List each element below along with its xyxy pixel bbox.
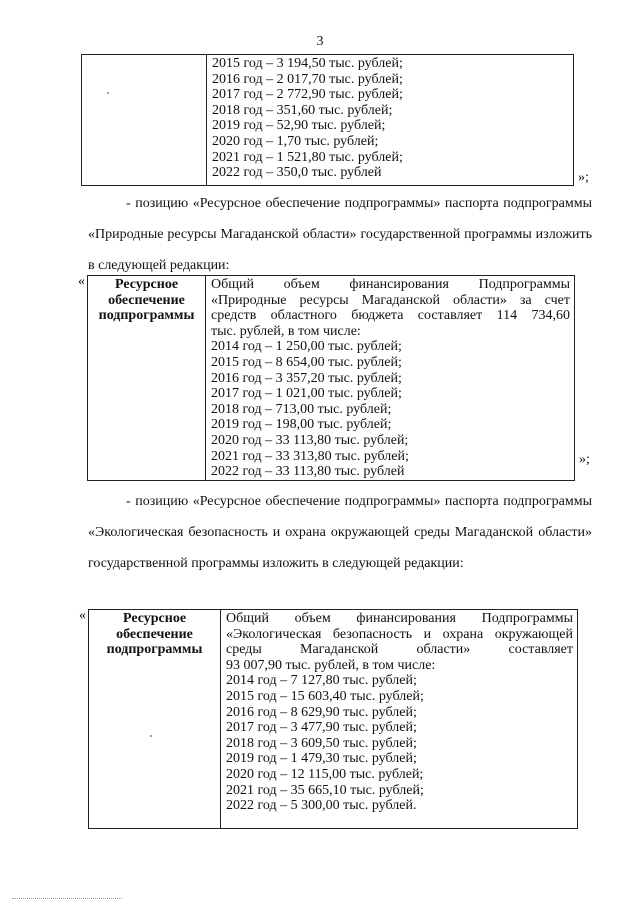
heading-cell xyxy=(88,276,206,481)
year-line: 2021 год – 35 665,10 тыс. рублей; xyxy=(226,782,424,798)
intro-line: «Экологическая безопасность и охрана окружающей xyxy=(226,626,573,642)
instruction-paragraph: - позицию «Ресурсное обеспечение подпрограммы» паспорта подпрограммы «Экологическая безопасность и охрана окружающей среды Магаданской области» государственной программы изложить в следующей редакции: xyxy=(88,494,592,571)
year-line: 2022 год – 350,0 тыс. рублей xyxy=(212,165,382,181)
year-line: 2022 год – 33 113,80 тыс. рублей xyxy=(211,464,405,480)
year-line: 2019 год – 52,90 тыс. рублей; xyxy=(212,118,386,134)
year-line: 2021 год – 1 521,80 тыс. рублей; xyxy=(212,149,403,165)
year-line: 2018 год – 3 609,50 тыс. рублей; xyxy=(226,735,417,751)
year-line: 2019 год – 198,00 тыс. рублей; xyxy=(211,417,392,433)
heading-cell xyxy=(89,610,221,829)
funding-cell xyxy=(207,55,574,186)
year-line: 2016 год – 3 357,20 тыс. рублей; xyxy=(211,370,402,386)
year-line: 2014 год – 1 250,00 тыс. рублей; xyxy=(211,339,402,355)
intro-line: 93 007,90 тыс. рублей, в том числе: xyxy=(226,657,436,673)
year-line: 2016 год – 8 629,90 тыс. рублей; xyxy=(226,704,417,720)
ecological-safety-table xyxy=(88,609,578,829)
intro-line: средств областного бюджета составляет 114 734,60 xyxy=(211,308,570,324)
closing-quote: »; xyxy=(579,452,590,467)
intro-line: среды Магаданской области» составляет xyxy=(226,642,573,658)
scan-speck xyxy=(107,92,109,94)
scan-speck xyxy=(150,735,152,737)
opening-quote: « xyxy=(78,274,85,289)
funding-cell xyxy=(206,276,575,481)
closing-quote: »; xyxy=(578,170,589,185)
instruction-paragraph: - позицию «Ресурсное обеспечение подпрограммы» паспорта подпрограммы «Природные ресурсы Магаданской области» государственной программы изложить в следующей редакции: xyxy=(88,196,592,273)
year-line: 2015 год – 15 603,40 тыс. рублей; xyxy=(226,688,424,704)
year-line: 2017 год – 3 477,90 тыс. рублей; xyxy=(226,720,417,736)
year-line: 2022 год – 5 300,00 тыс. рублей. xyxy=(226,798,417,814)
year-line: 2019 год – 1 479,30 тыс. рублей; xyxy=(226,751,417,767)
intro-line: Общий объем финансирования Подпрограммы xyxy=(211,277,570,292)
funding-cell xyxy=(221,610,578,829)
heading-line: подпрограммы xyxy=(98,308,195,324)
year-line: 2015 год – 8 654,00 тыс. рублей; xyxy=(211,354,402,370)
year-line: 2018 год – 351,60 тыс. рублей; xyxy=(212,102,393,118)
year-line: 2014 год – 7 127,80 тыс. рублей; xyxy=(226,673,417,689)
intro-line: «Природные ресурсы Магаданской области» за счет xyxy=(211,292,570,308)
funding-table-continuation xyxy=(81,54,574,186)
year-line: 2017 год – 1 021,00 тыс. рублей; xyxy=(211,386,402,402)
heading-line: Ресурсное xyxy=(114,277,179,292)
year-line: 2021 год – 33 313,80 тыс. рублей; xyxy=(211,448,409,464)
year-line: 2020 год – 1,70 тыс. рублей; xyxy=(212,133,379,149)
empty-heading-cell xyxy=(82,55,207,186)
intro-line: Общий объем финансирования Подпрограммы xyxy=(226,611,573,626)
year-line: 2020 год – 12 115,00 тыс. рублей; xyxy=(226,766,424,782)
year-line: 2018 год – 713,00 тыс. рублей; xyxy=(211,401,392,417)
heading-line: Ресурсное xyxy=(122,611,187,626)
year-line: 2017 год – 2 772,90 тыс. рублей; xyxy=(212,87,403,103)
footer-divider xyxy=(12,898,122,899)
natural-resources-table xyxy=(87,275,575,481)
intro-line: тыс. рублей, в том числе: xyxy=(211,323,361,339)
year-line: 2016 год – 2 017,70 тыс. рублей; xyxy=(212,71,403,87)
heading-line: подпрограммы xyxy=(106,642,203,658)
heading-line: обеспечение xyxy=(108,292,185,308)
page-number: 3 xyxy=(316,34,324,49)
year-line: 2020 год – 33 113,80 тыс. рублей; xyxy=(211,432,409,448)
year-line: 2015 год – 3 194,50 тыс. рублей; xyxy=(212,56,403,71)
opening-quote: « xyxy=(79,608,86,623)
heading-line: обеспечение xyxy=(116,626,193,642)
